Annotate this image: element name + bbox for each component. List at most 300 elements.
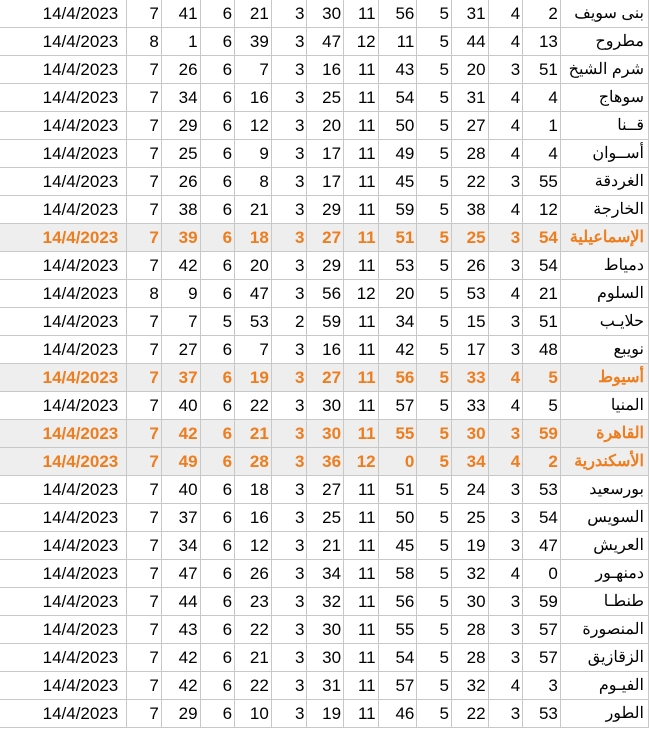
time-cell[interactable]: 17 (307, 140, 344, 168)
time-cell[interactable]: 6 (200, 644, 235, 672)
time-cell[interactable]: 21 (235, 196, 272, 224)
time-cell[interactable]: 11 (344, 252, 379, 280)
time-cell[interactable]: 3 (488, 252, 523, 280)
time-cell[interactable]: 26 (161, 56, 200, 84)
time-cell[interactable]: 3 (488, 420, 523, 448)
time-cell[interactable]: 27 (451, 112, 488, 140)
time-cell[interactable]: 55 (378, 616, 417, 644)
time-cell[interactable]: 21 (235, 644, 272, 672)
time-cell[interactable]: 3 (271, 252, 307, 280)
time-cell[interactable]: 7 (127, 224, 162, 252)
time-cell[interactable]: 28 (451, 644, 488, 672)
time-cell[interactable]: 6 (200, 504, 235, 532)
date-cell[interactable]: 14/4/2023 (0, 28, 127, 56)
time-cell[interactable]: 47 (307, 28, 344, 56)
time-cell[interactable]: 22 (235, 392, 272, 420)
date-cell[interactable]: 14/4/2023 (0, 672, 127, 700)
time-cell[interactable]: 12 (523, 196, 561, 224)
time-cell[interactable]: 7 (127, 0, 162, 28)
time-cell[interactable]: 33 (451, 392, 488, 420)
time-cell[interactable]: 25 (307, 504, 344, 532)
time-cell[interactable]: 5 (417, 504, 452, 532)
time-cell[interactable]: 5 (417, 560, 452, 588)
time-cell[interactable]: 16 (307, 56, 344, 84)
time-cell[interactable]: 42 (161, 252, 200, 280)
time-cell[interactable]: 59 (523, 588, 561, 616)
time-cell[interactable]: 25 (161, 140, 200, 168)
time-cell[interactable]: 3 (488, 168, 523, 196)
city-cell[interactable]: المنصورة (560, 616, 648, 644)
city-cell[interactable]: أســوان (560, 140, 648, 168)
time-cell[interactable]: 6 (200, 532, 235, 560)
time-cell[interactable]: 7 (127, 700, 162, 728)
time-cell[interactable]: 12 (344, 280, 379, 308)
time-cell[interactable]: 11 (344, 420, 379, 448)
time-cell[interactable]: 6 (200, 616, 235, 644)
time-cell[interactable]: 30 (451, 420, 488, 448)
time-cell[interactable]: 40 (161, 392, 200, 420)
time-cell[interactable]: 49 (378, 140, 417, 168)
time-cell[interactable]: 30 (307, 0, 344, 28)
time-cell[interactable]: 3 (488, 308, 523, 336)
time-cell[interactable]: 6 (200, 0, 235, 28)
time-cell[interactable]: 5 (417, 56, 452, 84)
time-cell[interactable]: 26 (235, 560, 272, 588)
time-cell[interactable]: 11 (344, 672, 379, 700)
time-cell[interactable]: 3 (271, 224, 307, 252)
time-cell[interactable]: 11 (344, 140, 379, 168)
time-cell[interactable]: 7 (127, 616, 162, 644)
time-cell[interactable]: 4 (488, 140, 523, 168)
time-cell[interactable]: 20 (235, 252, 272, 280)
time-cell[interactable]: 29 (161, 112, 200, 140)
time-cell[interactable]: 32 (451, 672, 488, 700)
time-cell[interactable]: 57 (523, 616, 561, 644)
time-cell[interactable]: 36 (307, 448, 344, 476)
time-cell[interactable]: 5 (200, 308, 235, 336)
time-cell[interactable]: 57 (523, 644, 561, 672)
time-cell[interactable]: 5 (417, 672, 452, 700)
time-cell[interactable]: 7 (235, 56, 272, 84)
time-cell[interactable]: 32 (451, 560, 488, 588)
date-cell[interactable]: 14/4/2023 (0, 168, 127, 196)
time-cell[interactable]: 6 (200, 392, 235, 420)
time-cell[interactable]: 4 (523, 84, 561, 112)
time-cell[interactable]: 43 (161, 616, 200, 644)
date-cell[interactable]: 14/4/2023 (0, 588, 127, 616)
time-cell[interactable]: 48 (523, 336, 561, 364)
time-cell[interactable]: 8 (127, 280, 162, 308)
time-cell[interactable]: 44 (161, 588, 200, 616)
time-cell[interactable]: 3 (488, 644, 523, 672)
city-cell[interactable]: الأسكندرية (560, 448, 648, 476)
time-cell[interactable]: 3 (271, 0, 307, 28)
time-cell[interactable]: 40 (161, 476, 200, 504)
time-cell[interactable]: 34 (161, 84, 200, 112)
city-cell[interactable]: بنى سويف (560, 0, 648, 28)
time-cell[interactable]: 38 (161, 196, 200, 224)
time-cell[interactable]: 6 (200, 140, 235, 168)
time-cell[interactable]: 30 (451, 588, 488, 616)
time-cell[interactable]: 11 (344, 616, 379, 644)
time-cell[interactable]: 7 (127, 672, 162, 700)
time-cell[interactable]: 5 (417, 84, 452, 112)
time-cell[interactable]: 7 (127, 196, 162, 224)
time-cell[interactable]: 3 (271, 84, 307, 112)
time-cell[interactable]: 7 (127, 364, 162, 392)
time-cell[interactable]: 5 (523, 392, 561, 420)
date-cell[interactable]: 14/4/2023 (0, 112, 127, 140)
time-cell[interactable]: 45 (378, 168, 417, 196)
time-cell[interactable]: 5 (417, 168, 452, 196)
time-cell[interactable]: 55 (378, 420, 417, 448)
time-cell[interactable]: 11 (344, 224, 379, 252)
time-cell[interactable]: 7 (127, 588, 162, 616)
city-cell[interactable]: دمياط (560, 252, 648, 280)
time-cell[interactable]: 11 (344, 168, 379, 196)
time-cell[interactable]: 47 (161, 560, 200, 588)
time-cell[interactable]: 11 (344, 392, 379, 420)
time-cell[interactable]: 7 (127, 168, 162, 196)
time-cell[interactable]: 4 (488, 392, 523, 420)
time-cell[interactable]: 24 (451, 476, 488, 504)
time-cell[interactable]: 7 (127, 112, 162, 140)
time-cell[interactable]: 11 (344, 560, 379, 588)
time-cell[interactable]: 51 (378, 224, 417, 252)
time-cell[interactable]: 30 (307, 420, 344, 448)
time-cell[interactable]: 5 (417, 700, 452, 728)
time-cell[interactable]: 27 (161, 336, 200, 364)
time-cell[interactable]: 25 (307, 84, 344, 112)
time-cell[interactable]: 3 (271, 336, 307, 364)
time-cell[interactable]: 53 (451, 280, 488, 308)
time-cell[interactable]: 6 (200, 420, 235, 448)
time-cell[interactable]: 3 (271, 560, 307, 588)
time-cell[interactable]: 9 (235, 140, 272, 168)
time-cell[interactable]: 17 (451, 336, 488, 364)
time-cell[interactable]: 39 (235, 28, 272, 56)
time-cell[interactable]: 21 (523, 280, 561, 308)
city-cell[interactable]: العريش (560, 532, 648, 560)
time-cell[interactable]: 6 (200, 84, 235, 112)
time-cell[interactable]: 31 (451, 0, 488, 28)
date-cell[interactable]: 14/4/2023 (0, 448, 127, 476)
time-cell[interactable]: 4 (488, 84, 523, 112)
time-cell[interactable]: 3 (488, 588, 523, 616)
time-cell[interactable]: 3 (271, 56, 307, 84)
city-cell[interactable]: الخارجة (560, 196, 648, 224)
date-cell[interactable]: 14/4/2023 (0, 560, 127, 588)
time-cell[interactable]: 3 (488, 224, 523, 252)
time-cell[interactable]: 28 (235, 448, 272, 476)
time-cell[interactable]: 3 (488, 532, 523, 560)
time-cell[interactable]: 39 (161, 224, 200, 252)
time-cell[interactable]: 27 (307, 224, 344, 252)
time-cell[interactable]: 3 (271, 112, 307, 140)
time-cell[interactable]: 56 (378, 364, 417, 392)
date-cell[interactable]: 14/4/2023 (0, 532, 127, 560)
time-cell[interactable]: 29 (307, 252, 344, 280)
time-cell[interactable]: 11 (344, 700, 379, 728)
time-cell[interactable]: 3 (271, 168, 307, 196)
time-cell[interactable]: 7 (127, 252, 162, 280)
time-cell[interactable]: 3 (271, 420, 307, 448)
time-cell[interactable]: 19 (451, 532, 488, 560)
time-cell[interactable]: 28 (451, 140, 488, 168)
time-cell[interactable]: 3 (271, 280, 307, 308)
date-cell[interactable]: 14/4/2023 (0, 504, 127, 532)
time-cell[interactable]: 16 (307, 336, 344, 364)
time-cell[interactable]: 22 (451, 168, 488, 196)
city-cell[interactable]: بورسعيد (560, 476, 648, 504)
time-cell[interactable]: 5 (417, 280, 452, 308)
date-cell[interactable]: 14/4/2023 (0, 420, 127, 448)
time-cell[interactable]: 11 (344, 364, 379, 392)
time-cell[interactable]: 3 (488, 616, 523, 644)
time-cell[interactable]: 5 (417, 476, 452, 504)
time-cell[interactable]: 50 (378, 504, 417, 532)
date-cell[interactable]: 14/4/2023 (0, 56, 127, 84)
time-cell[interactable]: 3 (488, 700, 523, 728)
time-cell[interactable]: 56 (307, 280, 344, 308)
time-cell[interactable]: 5 (417, 420, 452, 448)
time-cell[interactable]: 6 (200, 252, 235, 280)
time-cell[interactable]: 55 (523, 168, 561, 196)
time-cell[interactable]: 3 (271, 532, 307, 560)
time-cell[interactable]: 11 (344, 308, 379, 336)
time-cell[interactable]: 43 (378, 56, 417, 84)
time-cell[interactable]: 11 (344, 336, 379, 364)
time-cell[interactable]: 6 (200, 168, 235, 196)
time-cell[interactable]: 7 (127, 140, 162, 168)
time-cell[interactable]: 5 (417, 224, 452, 252)
time-cell[interactable]: 11 (378, 28, 417, 56)
date-cell[interactable]: 14/4/2023 (0, 196, 127, 224)
time-cell[interactable]: 7 (127, 560, 162, 588)
time-cell[interactable]: 18 (235, 476, 272, 504)
date-cell[interactable]: 14/4/2023 (0, 476, 127, 504)
time-cell[interactable]: 34 (378, 308, 417, 336)
date-cell[interactable]: 14/4/2023 (0, 84, 127, 112)
time-cell[interactable]: 29 (307, 196, 344, 224)
time-cell[interactable]: 6 (200, 112, 235, 140)
time-cell[interactable]: 4 (488, 0, 523, 28)
time-cell[interactable]: 31 (307, 672, 344, 700)
time-cell[interactable]: 7 (127, 420, 162, 448)
time-cell[interactable]: 21 (235, 0, 272, 28)
time-cell[interactable]: 42 (161, 420, 200, 448)
time-cell[interactable]: 8 (127, 28, 162, 56)
time-cell[interactable]: 37 (161, 504, 200, 532)
time-cell[interactable]: 11 (344, 84, 379, 112)
time-cell[interactable]: 1 (523, 112, 561, 140)
time-cell[interactable]: 6 (200, 560, 235, 588)
time-cell[interactable]: 15 (451, 308, 488, 336)
date-cell[interactable]: 14/4/2023 (0, 280, 127, 308)
time-cell[interactable]: 25 (451, 504, 488, 532)
time-cell[interactable]: 6 (200, 448, 235, 476)
time-cell[interactable]: 18 (235, 224, 272, 252)
time-cell[interactable]: 13 (523, 28, 561, 56)
time-cell[interactable]: 53 (378, 252, 417, 280)
time-cell[interactable]: 6 (200, 364, 235, 392)
city-cell[interactable]: الطور (560, 700, 648, 728)
time-cell[interactable]: 42 (161, 644, 200, 672)
time-cell[interactable]: 6 (200, 56, 235, 84)
time-cell[interactable]: 49 (161, 448, 200, 476)
time-cell[interactable]: 5 (417, 196, 452, 224)
time-cell[interactable]: 12 (344, 448, 379, 476)
time-cell[interactable]: 57 (378, 672, 417, 700)
time-cell[interactable]: 7 (127, 392, 162, 420)
date-cell[interactable]: 14/4/2023 (0, 224, 127, 252)
time-cell[interactable]: 20 (307, 112, 344, 140)
time-cell[interactable]: 2 (523, 448, 561, 476)
time-cell[interactable]: 4 (523, 140, 561, 168)
time-cell[interactable]: 30 (307, 392, 344, 420)
time-cell[interactable]: 3 (271, 700, 307, 728)
time-cell[interactable]: 5 (417, 532, 452, 560)
time-cell[interactable]: 19 (307, 700, 344, 728)
time-cell[interactable]: 30 (307, 644, 344, 672)
time-cell[interactable]: 3 (271, 28, 307, 56)
time-cell[interactable]: 4 (488, 364, 523, 392)
time-cell[interactable]: 5 (417, 112, 452, 140)
time-cell[interactable]: 32 (307, 588, 344, 616)
time-cell[interactable]: 5 (417, 28, 452, 56)
time-cell[interactable]: 4 (488, 280, 523, 308)
time-cell[interactable]: 3 (523, 672, 561, 700)
city-cell[interactable]: شرم الشيخ (560, 56, 648, 84)
time-cell[interactable]: 4 (488, 196, 523, 224)
city-cell[interactable]: القاهرة (560, 420, 648, 448)
time-cell[interactable]: 4 (488, 672, 523, 700)
time-cell[interactable]: 7 (127, 84, 162, 112)
time-cell[interactable]: 28 (451, 616, 488, 644)
time-cell[interactable]: 7 (127, 532, 162, 560)
date-cell[interactable]: 14/4/2023 (0, 0, 127, 28)
time-cell[interactable]: 42 (161, 672, 200, 700)
time-cell[interactable]: 57 (378, 392, 417, 420)
time-cell[interactable]: 20 (451, 56, 488, 84)
time-cell[interactable]: 11 (344, 0, 379, 28)
time-cell[interactable]: 31 (451, 84, 488, 112)
date-cell[interactable]: 14/4/2023 (0, 700, 127, 728)
city-cell[interactable]: الإسماعيلية (560, 224, 648, 252)
time-cell[interactable]: 54 (523, 504, 561, 532)
time-cell[interactable]: 30 (307, 616, 344, 644)
time-cell[interactable]: 12 (344, 28, 379, 56)
time-cell[interactable]: 2 (523, 0, 561, 28)
time-cell[interactable]: 56 (378, 0, 417, 28)
time-cell[interactable]: 7 (127, 644, 162, 672)
time-cell[interactable]: 54 (523, 224, 561, 252)
date-cell[interactable]: 14/4/2023 (0, 644, 127, 672)
time-cell[interactable]: 5 (417, 336, 452, 364)
time-cell[interactable]: 51 (523, 56, 561, 84)
time-cell[interactable]: 5 (417, 392, 452, 420)
time-cell[interactable]: 6 (200, 336, 235, 364)
time-cell[interactable]: 41 (161, 0, 200, 28)
time-cell[interactable]: 6 (200, 588, 235, 616)
time-cell[interactable]: 16 (235, 84, 272, 112)
time-cell[interactable]: 56 (378, 588, 417, 616)
time-cell[interactable]: 47 (523, 532, 561, 560)
time-cell[interactable]: 9 (161, 280, 200, 308)
time-cell[interactable]: 26 (161, 168, 200, 196)
time-cell[interactable]: 5 (417, 616, 452, 644)
date-cell[interactable]: 14/4/2023 (0, 308, 127, 336)
time-cell[interactable]: 3 (271, 364, 307, 392)
time-cell[interactable]: 22 (451, 700, 488, 728)
time-cell[interactable]: 3 (271, 448, 307, 476)
time-cell[interactable]: 26 (451, 252, 488, 280)
time-cell[interactable]: 6 (200, 28, 235, 56)
time-cell[interactable]: 16 (235, 504, 272, 532)
city-cell[interactable]: أسيوط (560, 364, 648, 392)
time-cell[interactable]: 3 (488, 504, 523, 532)
time-cell[interactable]: 3 (271, 476, 307, 504)
time-cell[interactable]: 5 (417, 308, 452, 336)
time-cell[interactable]: 5 (417, 644, 452, 672)
time-cell[interactable]: 59 (307, 308, 344, 336)
time-cell[interactable]: 3 (271, 672, 307, 700)
city-cell[interactable]: الزقازيق (560, 644, 648, 672)
city-cell[interactable]: حلايـب (560, 308, 648, 336)
city-cell[interactable]: دمنهـور (560, 560, 648, 588)
time-cell[interactable]: 42 (378, 336, 417, 364)
time-cell[interactable]: 3 (488, 336, 523, 364)
time-cell[interactable]: 2 (271, 308, 307, 336)
time-cell[interactable]: 47 (235, 280, 272, 308)
time-cell[interactable]: 22 (235, 616, 272, 644)
city-cell[interactable]: طنطـا (560, 588, 648, 616)
time-cell[interactable]: 58 (378, 560, 417, 588)
time-cell[interactable]: 11 (344, 56, 379, 84)
time-cell[interactable]: 54 (378, 84, 417, 112)
time-cell[interactable]: 51 (378, 476, 417, 504)
time-cell[interactable]: 54 (523, 252, 561, 280)
time-cell[interactable]: 59 (523, 420, 561, 448)
time-cell[interactable]: 5 (417, 252, 452, 280)
time-cell[interactable]: 46 (378, 700, 417, 728)
city-cell[interactable]: السلوم (560, 280, 648, 308)
time-cell[interactable]: 53 (235, 308, 272, 336)
time-cell[interactable]: 33 (451, 364, 488, 392)
time-cell[interactable]: 5 (417, 588, 452, 616)
time-cell[interactable]: 3 (271, 140, 307, 168)
time-cell[interactable]: 3 (271, 616, 307, 644)
time-cell[interactable]: 27 (307, 364, 344, 392)
date-cell[interactable]: 14/4/2023 (0, 140, 127, 168)
time-cell[interactable]: 37 (161, 364, 200, 392)
time-cell[interactable]: 27 (307, 476, 344, 504)
city-cell[interactable]: سوهاج (560, 84, 648, 112)
time-cell[interactable]: 34 (451, 448, 488, 476)
time-cell[interactable]: 11 (344, 588, 379, 616)
time-cell[interactable]: 6 (200, 476, 235, 504)
time-cell[interactable]: 4 (488, 448, 523, 476)
time-cell[interactable]: 11 (344, 112, 379, 140)
time-cell[interactable]: 54 (378, 644, 417, 672)
time-cell[interactable]: 44 (451, 28, 488, 56)
time-cell[interactable]: 7 (127, 56, 162, 84)
time-cell[interactable]: 7 (127, 336, 162, 364)
time-cell[interactable]: 45 (378, 532, 417, 560)
city-cell[interactable]: قــنا (560, 112, 648, 140)
time-cell[interactable]: 7 (127, 308, 162, 336)
time-cell[interactable]: 21 (235, 420, 272, 448)
